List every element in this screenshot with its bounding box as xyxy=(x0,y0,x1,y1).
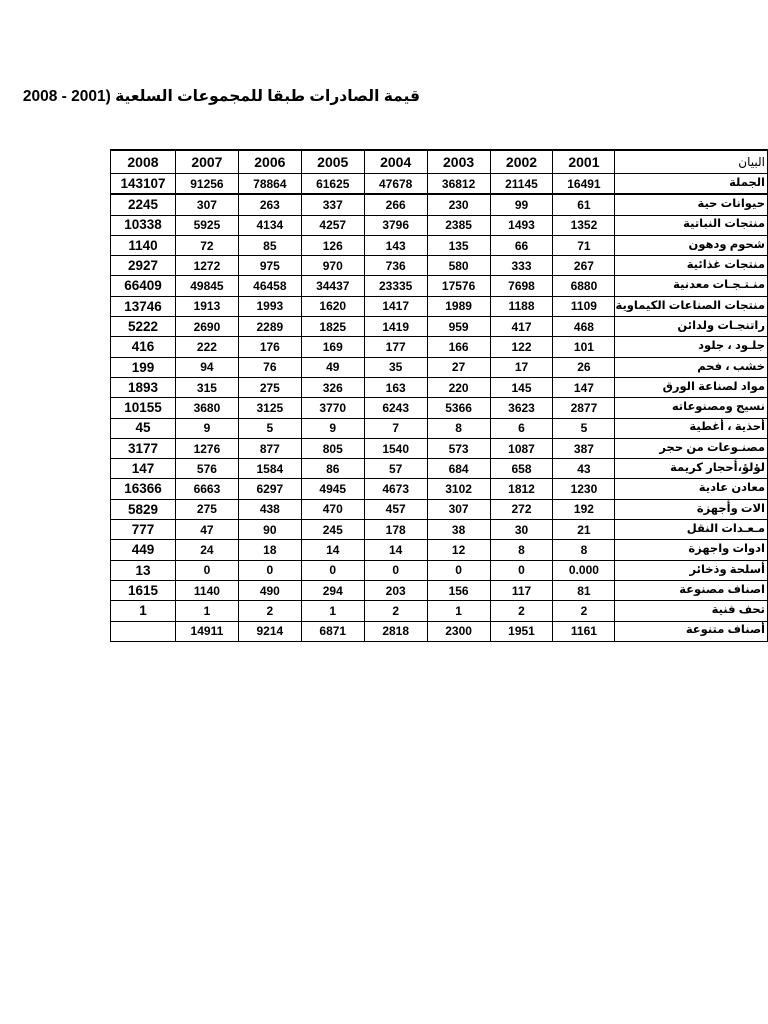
value-cell: 86 xyxy=(301,459,364,479)
value-cell: 2245 xyxy=(111,194,176,215)
value-cell: 1 xyxy=(301,601,364,621)
header-year: 2007 xyxy=(175,150,238,174)
value-cell: 736 xyxy=(364,256,427,276)
value-cell: 1417 xyxy=(364,296,427,316)
value-cell: 0 xyxy=(427,560,490,580)
value-cell: 47 xyxy=(175,520,238,540)
value-cell: 36812 xyxy=(427,174,490,195)
value-cell: 0 xyxy=(301,560,364,580)
value-cell: 1 xyxy=(175,601,238,621)
header-year: 2005 xyxy=(301,150,364,174)
value-cell: 2818 xyxy=(364,621,427,641)
value-cell: 1352 xyxy=(553,215,615,235)
value-cell: 2 xyxy=(553,601,615,621)
table-row xyxy=(111,499,768,519)
value-cell: 94 xyxy=(175,357,238,377)
value-cell: 1493 xyxy=(490,215,553,235)
value-cell: 2300 xyxy=(427,621,490,641)
value-cell: 8 xyxy=(553,540,615,560)
value-cell: 9 xyxy=(175,418,238,438)
table-row xyxy=(111,194,768,215)
value-cell: 326 xyxy=(301,377,364,397)
value-cell: 117 xyxy=(490,580,553,600)
row-label: منتجات النباتية xyxy=(615,215,768,235)
value-cell: 76 xyxy=(238,357,301,377)
row-label: أحذية ، أغطية xyxy=(615,418,768,438)
table-row xyxy=(111,418,768,438)
value-cell: 26 xyxy=(553,357,615,377)
value-cell: 192 xyxy=(553,499,615,519)
table-row xyxy=(111,580,768,600)
value-cell: 1140 xyxy=(175,580,238,600)
table-row xyxy=(111,215,768,235)
header-year: 2006 xyxy=(238,150,301,174)
row-label: ادوات واجهزة xyxy=(615,540,768,560)
value-cell: 85 xyxy=(238,235,301,255)
value-cell: 27 xyxy=(427,357,490,377)
value-cell: 877 xyxy=(238,438,301,458)
value-cell: 576 xyxy=(175,459,238,479)
value-cell: 230 xyxy=(427,194,490,215)
value-cell: 333 xyxy=(490,256,553,276)
value-cell: 1 xyxy=(111,601,176,621)
value-cell: 275 xyxy=(238,377,301,397)
value-cell: 6297 xyxy=(238,479,301,499)
header-year: 2008 xyxy=(111,150,176,174)
value-cell: 126 xyxy=(301,235,364,255)
value-cell: 307 xyxy=(427,499,490,519)
value-cell: 3770 xyxy=(301,398,364,418)
value-cell: 49845 xyxy=(175,276,238,296)
value-cell: 2385 xyxy=(427,215,490,235)
value-cell: 4257 xyxy=(301,215,364,235)
value-cell: 5925 xyxy=(175,215,238,235)
value-cell: 66409 xyxy=(111,276,176,296)
header-year: 2001 xyxy=(553,150,615,174)
value-cell: 169 xyxy=(301,337,364,357)
value-cell: 91256 xyxy=(175,174,238,195)
value-cell: 4945 xyxy=(301,479,364,499)
value-cell: 658 xyxy=(490,459,553,479)
value-cell: 294 xyxy=(301,580,364,600)
table-row xyxy=(111,398,768,418)
value-cell: 16491 xyxy=(553,174,615,195)
header-year: 2004 xyxy=(364,150,427,174)
value-cell: 573 xyxy=(427,438,490,458)
value-cell: 177 xyxy=(364,337,427,357)
row-label: تحف فنية xyxy=(615,601,768,621)
header-row xyxy=(111,150,768,174)
total-row xyxy=(111,174,768,195)
value-cell: 43 xyxy=(553,459,615,479)
value-cell: 9214 xyxy=(238,621,301,641)
row-label: مـعـدات النقل xyxy=(615,520,768,540)
row-label: نسيج ومصنوعاته xyxy=(615,398,768,418)
table-row xyxy=(111,296,768,316)
value-cell: 61625 xyxy=(301,174,364,195)
value-cell: 1140 xyxy=(111,235,176,255)
value-cell: 1188 xyxy=(490,296,553,316)
value-cell: 777 xyxy=(111,520,176,540)
value-cell: 178 xyxy=(364,520,427,540)
value-cell: 307 xyxy=(175,194,238,215)
value-cell: 4673 xyxy=(364,479,427,499)
value-cell: 1276 xyxy=(175,438,238,458)
table-row xyxy=(111,621,768,641)
value-cell: 18 xyxy=(238,540,301,560)
value-cell: 263 xyxy=(238,194,301,215)
value-cell: 81 xyxy=(553,580,615,600)
row-label: اصناف مصنوعة xyxy=(615,580,768,600)
value-cell: 72 xyxy=(175,235,238,255)
value-cell: 3680 xyxy=(175,398,238,418)
table-row xyxy=(111,357,768,377)
header-year: 2002 xyxy=(490,150,553,174)
table-row xyxy=(111,601,768,621)
value-cell: 2690 xyxy=(175,317,238,337)
table-row xyxy=(111,377,768,397)
value-cell: 1087 xyxy=(490,438,553,458)
value-cell: 1419 xyxy=(364,317,427,337)
value-cell: 203 xyxy=(364,580,427,600)
value-cell: 1989 xyxy=(427,296,490,316)
value-cell: 147 xyxy=(553,377,615,397)
value-cell: 245 xyxy=(301,520,364,540)
value-cell: 5366 xyxy=(427,398,490,418)
value-cell: 970 xyxy=(301,256,364,276)
value-cell: 1951 xyxy=(490,621,553,641)
value-cell: 222 xyxy=(175,337,238,357)
table-row xyxy=(111,317,768,337)
value-cell: 220 xyxy=(427,377,490,397)
value-cell: 684 xyxy=(427,459,490,479)
value-cell: 3177 xyxy=(111,438,176,458)
value-cell: 21145 xyxy=(490,174,553,195)
value-cell: 3125 xyxy=(238,398,301,418)
value-cell: 35 xyxy=(364,357,427,377)
value-cell: 5 xyxy=(238,418,301,438)
value-cell: 14911 xyxy=(175,621,238,641)
table-row xyxy=(111,479,768,499)
value-cell: 416 xyxy=(111,337,176,357)
value-cell: 1893 xyxy=(111,377,176,397)
table-row xyxy=(111,235,768,255)
value-cell: 337 xyxy=(301,194,364,215)
value-cell: 1620 xyxy=(301,296,364,316)
row-label: معادن عادية xyxy=(615,479,768,499)
value-cell: 4134 xyxy=(238,215,301,235)
value-cell: 1913 xyxy=(175,296,238,316)
value-cell: 199 xyxy=(111,357,176,377)
value-cell: 143107 xyxy=(111,174,176,195)
value-cell: 1615 xyxy=(111,580,176,600)
value-cell: 272 xyxy=(490,499,553,519)
value-cell: 3102 xyxy=(427,479,490,499)
table-title-text: قيمة الصادرات طبقا للمجموعات السلعية (2001 - 2008 xyxy=(22,88,420,105)
value-cell: 10155 xyxy=(111,398,176,418)
header-year: 2003 xyxy=(427,150,490,174)
row-label: منتجات غذائية xyxy=(615,256,768,276)
value-cell: 438 xyxy=(238,499,301,519)
value-cell: 14 xyxy=(301,540,364,560)
value-cell: 1812 xyxy=(490,479,553,499)
table-row xyxy=(111,337,768,357)
value-cell: 9 xyxy=(301,418,364,438)
value-cell: 1825 xyxy=(301,317,364,337)
value-cell: 6880 xyxy=(553,276,615,296)
value-cell: 1230 xyxy=(553,479,615,499)
value-cell: 24 xyxy=(175,540,238,560)
value-cell: 71 xyxy=(553,235,615,255)
value-cell: 805 xyxy=(301,438,364,458)
value-cell: 49 xyxy=(301,357,364,377)
row-label: لؤلؤ،أحجار كريمة xyxy=(615,459,768,479)
value-cell: 143 xyxy=(364,235,427,255)
row-label: أصناف متنوعة xyxy=(615,621,768,641)
value-cell: 30 xyxy=(490,520,553,540)
value-cell: 490 xyxy=(238,580,301,600)
value-cell: 1109 xyxy=(553,296,615,316)
value-cell: 156 xyxy=(427,580,490,600)
value-cell: 23335 xyxy=(364,276,427,296)
value-cell: 13 xyxy=(111,560,176,580)
value-cell: 13746 xyxy=(111,296,176,316)
row-label: مواد لصناعة الورق xyxy=(615,377,768,397)
value-cell: 2289 xyxy=(238,317,301,337)
value-cell: 5 xyxy=(553,418,615,438)
row-label: أسلحة وذخائر xyxy=(615,560,768,580)
value-cell: 267 xyxy=(553,256,615,276)
exports-table xyxy=(110,149,768,642)
table-row xyxy=(111,540,768,560)
value-cell: 1540 xyxy=(364,438,427,458)
value-cell: 5829 xyxy=(111,499,176,519)
value-cell: 0 xyxy=(175,560,238,580)
value-cell: 6871 xyxy=(301,621,364,641)
row-label: منتجات الصناعات الكيماوية xyxy=(615,296,768,316)
value-cell: 57 xyxy=(364,459,427,479)
value-cell: 8 xyxy=(490,540,553,560)
row-label: منـتـجـات معدنية xyxy=(615,276,768,296)
value-cell: 61 xyxy=(553,194,615,215)
value-cell: 2 xyxy=(490,601,553,621)
value-cell: 12 xyxy=(427,540,490,560)
value-cell: 78864 xyxy=(238,174,301,195)
value-cell: 90 xyxy=(238,520,301,540)
value-cell: 1272 xyxy=(175,256,238,276)
value-cell: 3796 xyxy=(364,215,427,235)
value-cell: 2927 xyxy=(111,256,176,276)
value-cell: 449 xyxy=(111,540,176,560)
value-cell: 176 xyxy=(238,337,301,357)
value-cell: 7 xyxy=(364,418,427,438)
value-cell: 21 xyxy=(553,520,615,540)
value-cell: 470 xyxy=(301,499,364,519)
value-cell xyxy=(111,621,176,641)
table-row xyxy=(111,256,768,276)
table-row xyxy=(111,520,768,540)
value-cell: 38 xyxy=(427,520,490,540)
value-cell: 45 xyxy=(111,418,176,438)
header-label: البيان xyxy=(615,150,768,174)
value-cell: 0 xyxy=(238,560,301,580)
row-label: الجملة xyxy=(615,174,768,195)
value-cell: 2 xyxy=(238,601,301,621)
table-row xyxy=(111,438,768,458)
table-title xyxy=(22,85,420,115)
value-cell: 417 xyxy=(490,317,553,337)
row-label: الات وأجهزة xyxy=(615,499,768,519)
value-cell: 66 xyxy=(490,235,553,255)
value-cell: 266 xyxy=(364,194,427,215)
value-cell: 275 xyxy=(175,499,238,519)
row-label: شحوم ودهون xyxy=(615,235,768,255)
value-cell: 0 xyxy=(364,560,427,580)
value-cell: 1993 xyxy=(238,296,301,316)
value-cell: 10338 xyxy=(111,215,176,235)
table-row xyxy=(111,560,768,580)
value-cell: 1 xyxy=(427,601,490,621)
value-cell: 1161 xyxy=(553,621,615,641)
row-label: جلـود ، جلود xyxy=(615,337,768,357)
value-cell: 47678 xyxy=(364,174,427,195)
value-cell: 959 xyxy=(427,317,490,337)
value-cell: 387 xyxy=(553,438,615,458)
value-cell: 580 xyxy=(427,256,490,276)
table-row xyxy=(111,276,768,296)
value-cell: 468 xyxy=(553,317,615,337)
value-cell: 17 xyxy=(490,357,553,377)
value-cell: 46458 xyxy=(238,276,301,296)
value-cell: 16366 xyxy=(111,479,176,499)
value-cell: 2877 xyxy=(553,398,615,418)
value-cell: 135 xyxy=(427,235,490,255)
value-cell: 457 xyxy=(364,499,427,519)
value-cell: 101 xyxy=(553,337,615,357)
row-label: خشب ، فحم xyxy=(615,357,768,377)
value-cell: 99 xyxy=(490,194,553,215)
row-label: مصنـوعات من حجر xyxy=(615,438,768,458)
value-cell: 0.000 xyxy=(553,560,615,580)
value-cell: 6663 xyxy=(175,479,238,499)
value-cell: 6243 xyxy=(364,398,427,418)
value-cell: 166 xyxy=(427,337,490,357)
value-cell: 34437 xyxy=(301,276,364,296)
value-cell: 975 xyxy=(238,256,301,276)
row-label: راتنجـات ولدائن xyxy=(615,317,768,337)
value-cell: 1584 xyxy=(238,459,301,479)
value-cell: 8 xyxy=(427,418,490,438)
value-cell: 14 xyxy=(364,540,427,560)
value-cell: 0 xyxy=(490,560,553,580)
value-cell: 3623 xyxy=(490,398,553,418)
row-label: حيوانات حية xyxy=(615,194,768,215)
value-cell: 315 xyxy=(175,377,238,397)
value-cell: 6 xyxy=(490,418,553,438)
value-cell: 7698 xyxy=(490,276,553,296)
value-cell: 2 xyxy=(364,601,427,621)
value-cell: 17576 xyxy=(427,276,490,296)
value-cell: 145 xyxy=(490,377,553,397)
value-cell: 147 xyxy=(111,459,176,479)
value-cell: 163 xyxy=(364,377,427,397)
table-row xyxy=(111,459,768,479)
value-cell: 122 xyxy=(490,337,553,357)
value-cell: 5222 xyxy=(111,317,176,337)
